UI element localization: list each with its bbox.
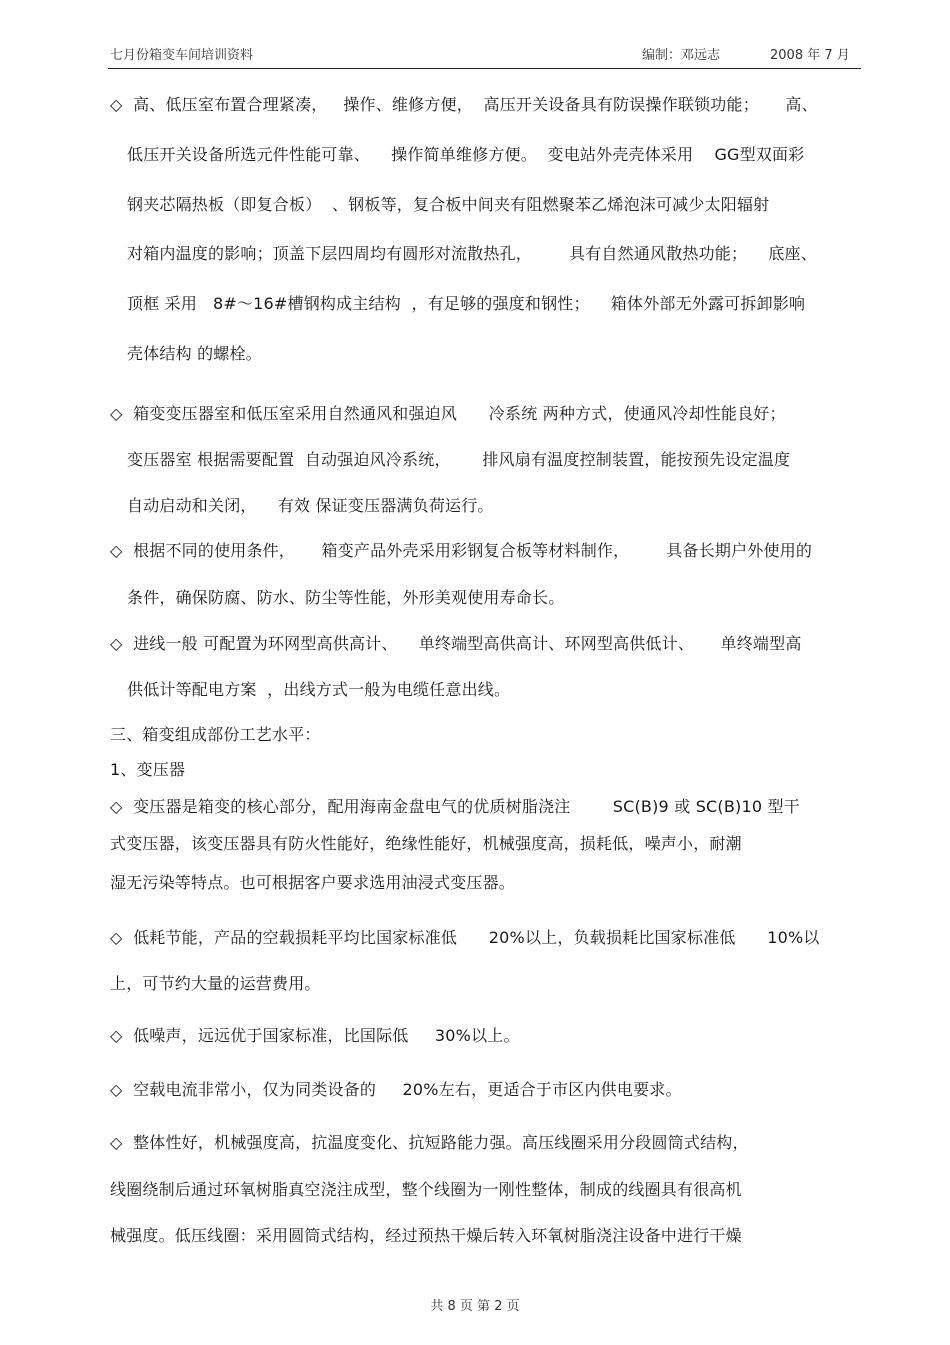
header-divider: [108, 68, 861, 69]
page-header: [110, 44, 860, 68]
text-line: 对箱内温度的影响；顶盖下层四周均有圆形对流散热孔， 具有自然通风散热功能； 底座、: [127, 244, 817, 263]
text-line: 线圈绕制后通过环氧树脂真空浇注成型，整个线圈为一刚性整体，制成的线圈具有很高机: [110, 1180, 742, 1199]
text-line: 条件，确保防腐、防水、防尘等性能，外形美观使用寿命长。: [127, 588, 565, 607]
page-footer: 共 8 页 第 2 页: [430, 1299, 520, 1314]
text-line: ◇ 低耗节能，产品的空载损耗平均比国家标准低 20%以上，负载损耗比国家标准低 10%以: [110, 928, 820, 947]
text-line: ◇ 变压器是箱变的核心部分，配用海南金盘电气的优质树脂浇注 SC(B)9 或 SC(B)10 型干: [110, 797, 800, 816]
text-line: 供低计等配电方案 ，出线方式一般为电缆任意出线。: [127, 680, 511, 699]
text-line: ◇ 根据不同的使用条件， 箱变产品外壳采用彩钢复合板等材料制作， 具备长期户外使用的: [110, 541, 813, 560]
text-line: 湿无污染等特点。也可根据客户要求选用油浸式变压器。: [110, 873, 516, 892]
text-line: 钢夹芯隔热板（即复合板） 、钢板等，复合板中间夹有阻燃聚苯乙烯泡沫可减少太阳辐射: [127, 195, 770, 214]
header-title: 七月份箱变车间培训资料: [110, 48, 254, 63]
text-line: ◇ 空载电流非常小，仅为同类设备的 20%左右，更适合于市区内供电要求。: [110, 1080, 682, 1099]
text-line: ◇ 低噪声，远远优于国家标准，比国际低 30%以上。: [110, 1026, 520, 1045]
text-line: 变压器室 根据需要配置 自动强迫风冷系统， 排风扇有温度控制装置，能按预先设定温度: [127, 450, 791, 469]
text-line: 上，可节约大量的运营费用。: [110, 974, 321, 993]
subsection-heading: 1、变压器: [110, 760, 186, 779]
text-line: 自动启动和关闭， 有效 保证变压器满负荷运行。: [127, 496, 494, 515]
text-line: ◇ 高、低压室布置合理紧凑， 操作、维修方便， 高压开关设备具有防误操作联锁功能； 高、: [110, 95, 818, 114]
header-editor: 编制：邓远志: [642, 48, 721, 63]
text-line: 式变压器，该变压器具有防火性能好，绝缘性能好，机械强度高，损耗低，噪声小，耐潮: [110, 834, 742, 853]
text-line: 顶框 采用 8#～16#槽钢构成主结构 ，有足够的强度和钢性； 箱体外部无外露可拆卸影响: [127, 294, 806, 313]
text-line: ◇ 整体性好，机械强度高，抗温度变化、抗短路能力强。高压线圈采用分段圆筒式结构，: [110, 1133, 749, 1152]
text-line: 低压开关设备所选元件性能可靠、 操作简单维修方便。 变电站外壳壳体采用 GG型双面彩: [127, 145, 805, 164]
text-line: ◇ 箱变变压器室和低压室采用自然通风和强迫风 冷系统 两种方式，使通风冷却性能良好；: [110, 404, 786, 423]
header-date: 2008 年 7 月: [770, 48, 850, 63]
text-line: 械强度。低压线圈：采用圆筒式结构，经过预热干燥后转入环氧树脂浇注设备中进行干燥: [110, 1226, 742, 1245]
text-line: ◇ 进线一般 可配置为环网型高供高计、 单终端型高供高计、环网型高供低计、 单终端型高: [110, 634, 802, 653]
section-heading: 三、箱变组成部份工艺水平：: [110, 725, 321, 744]
text-line: 壳体结构 的螺栓。: [127, 344, 262, 363]
